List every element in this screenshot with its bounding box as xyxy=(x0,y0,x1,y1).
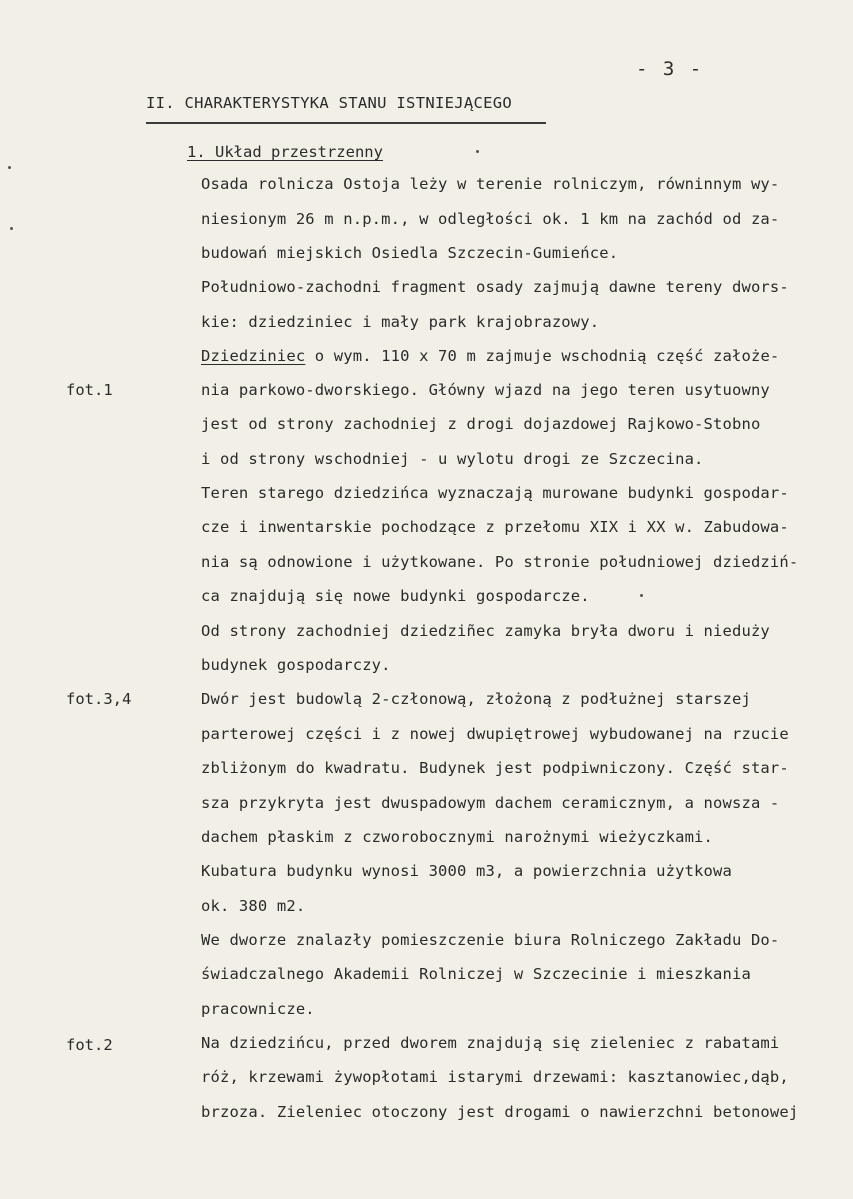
body-line: świadczalnego Akademii Rolniczej w Szczecinie i mieszkania xyxy=(201,965,751,983)
body-line: pracownicze. xyxy=(201,1000,315,1018)
body-line: niesionym 26 m n.p.m., w odległości ok. 1 km na zachód od za- xyxy=(201,210,780,228)
body-line: ca znajdują się nowe budynki gospodarcze. xyxy=(201,587,590,605)
body-line: Teren starego dziedzińca wyznaczają murowane budynki gospodar- xyxy=(201,484,789,502)
body-line: i od strony wschodniej - u wylotu drogi ze Szczecina. xyxy=(201,450,704,468)
body-line: brzoza. Zieleniec otoczony jest drogami o nawierzchni betonowej xyxy=(201,1103,799,1121)
body-line: ok. 380 m2. xyxy=(201,897,306,915)
body-line: kie: dziedziniec i mały park krajobrazowy. xyxy=(201,313,600,331)
body-line: cze i inwentarskie pochodzące z przełomu XIX i XX w. Zabudowa- xyxy=(201,518,789,536)
body-line: sza przykryta jest dwuspadowym dachem ceramicznym, a nowsza - xyxy=(201,794,780,812)
body-line: zbliżonym do kwadratu. Budynek jest podpiwniczony. Część star- xyxy=(201,759,789,777)
subsection-title: 1. Układ przestrzenny xyxy=(187,143,383,161)
body-line: Od strony zachodniej dziedziñec zamyka bryła dworu i nieduży xyxy=(201,622,770,640)
body-line: jest od strony zachodniej z drogi dojazdowej Rajkowo-Stobno xyxy=(201,415,761,433)
body-line: Osada rolnicza Ostoja leży w terenie rolniczym, równinnym wy- xyxy=(201,175,780,193)
page-number: - 3 - xyxy=(636,58,704,80)
scan-speck xyxy=(640,594,643,597)
scan-speck xyxy=(10,227,13,230)
margin-note-fot-2: fot.2 xyxy=(66,1036,113,1054)
body-line: Kubatura budynku wynosi 3000 m3, a powierzchnia użytkowa xyxy=(201,862,732,880)
body-line: budowań miejskich Osiedla Szczecin-Gumieńce. xyxy=(201,244,619,262)
body-line: nia parkowo-dworskiego. Główny wjazd na jego teren usytuowny xyxy=(201,381,770,399)
body-line: budynek gospodarczy. xyxy=(201,656,391,674)
scan-speck xyxy=(8,166,11,169)
underlined-term: Dziedziniec xyxy=(201,347,306,365)
body-line: parterowej części i z nowej dwupiętrowej wybudowanej na rzucie xyxy=(201,725,789,743)
section-title: II. CHARAKTERYSTYKA STANU ISTNIEJĄCEGO xyxy=(146,94,513,112)
body-line: Na dziedzińcu, przed dworem znajdują się zieleniec z rabatami xyxy=(201,1034,780,1052)
body-line: nia są odnowione i użytkowane. Po stronie południowej dziedziń- xyxy=(201,553,799,571)
margin-note-fot-1: fot.1 xyxy=(66,381,113,399)
body-line: Dwór jest budowlą 2-członową, złożoną z podłużnej starszej xyxy=(201,690,751,708)
body-line: We dworze znalazły pomieszczenie biura Rolniczego Zakładu Do- xyxy=(201,931,780,949)
body-line: dachem płaskim z czworobocznymi narożnymi wieżyczkami. xyxy=(201,828,714,846)
margin-note-fot-3-4: fot.3,4 xyxy=(66,690,132,708)
body-line: Południowo-zachodni fragment osady zajmują dawne tereny dwors- xyxy=(201,278,789,296)
body-line-rest: o wym. 110 x 70 m zajmuje wschodnią część założe- xyxy=(314,347,780,365)
scan-speck xyxy=(476,150,479,153)
body-line-with-underline xyxy=(201,347,779,365)
body-line: róż, krzewami żywopłotami istarymi drzewami: kasztanowiec,dąb, xyxy=(201,1068,789,1086)
title-underline xyxy=(146,122,546,124)
